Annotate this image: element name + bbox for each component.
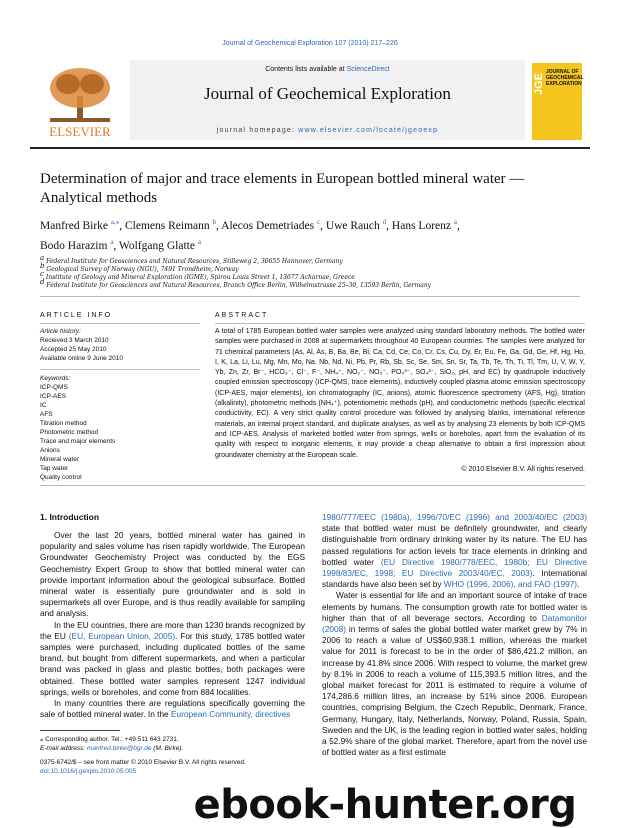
- footnote-mark: ⁎: [40, 736, 44, 743]
- history-item: Received 3 March 2010: [40, 337, 109, 344]
- author[interactable]: Wolfgang Glatte $^a$: [118, 237, 201, 252]
- author[interactable]: Clemens Reimann $^b$,: [125, 218, 222, 232]
- citation-link[interactable]: 1980/777/EEC (1980a), 1996/70/EC (1996) and 2003/40/EC (2003): [322, 512, 587, 522]
- contents-line: [130, 66, 525, 73]
- paragraph: Over the last 20 years, bottled mineral water has gained in popularity and sales volume has risen rapidly worldwide. The European Groundwater Geochemistry Project was conducted by the EGS Geochemistry Expert Group to show that bottled mineral water can provide important information about the geological subsurface. Bottled mineral water is essentially pure groundwater and is sold in supermarkets all over Europe, and is thus readily available for sampling and analysis.: [40, 530, 305, 619]
- homepage-prefix: journal homepage:: [216, 127, 299, 134]
- keyword: Titration method: [40, 420, 87, 427]
- homepage-link[interactable]: www.elsevier.com/locate/jgeoexp: [298, 127, 439, 134]
- intro-heading: 1. Introduction: [40, 512, 100, 522]
- paragraph: In the EU countries, there are more than 1230 brands recognized by the EU (EU, European Union, 2005). For this study, 1785 bottled water samples were purchased, including duplicated bottles of the same brand, but bought from different supermarkets, and when a particular brand was packed in glass and plastic bottles, both packages were obtained. These bottled water samples represent 1247 individual springs, wells or boreholes, and come from 884 localities.: [40, 619, 306, 697]
- keywords-label: Keywords:: [40, 375, 71, 382]
- keyword: ICP-QMS: [40, 384, 68, 391]
- journal-reference[interactable]: Journal of Geochemical Exploration 107 (2010) 217–226: [222, 40, 398, 47]
- doi-link[interactable]: doi:10.1016/j.gexplo.2010.05.005: [40, 768, 137, 775]
- abstract-text: A total of 1785 European bottled water samples were analyzed using standard laboratory methods. The bottled water samples were purchased in 2008 at supermarkets throughout 40 European countries. The samples were analyzed for 71 chemical parameters (As, Al, As, B, Ba, Be, Bi, Ca, Cd, Ce, Co, Cr, Cs, Cu, Dy, Er, Eu, Fe, Ga, Gd, Ge, Hf, Hg, Ho, I, K, La, Li, Lu, Mg, Mn, Mo, Na, Nb, Nd, Ni, Pb, Pr, Rb, Sb, Sc, Se, Sm, Sn, Sr, Ta, Tb, Te, Th, Ti, Tl, Tm, U, V, W, Y, Yb, Zn, Zr, Br⁻, HCO₃⁻, Cl⁻, F⁻, NH₄⁺, NO₂⁻, NO₃⁻, PO₄³⁻, SO₄²⁻, SiO₂, pH, and EC) by quadrupole inductively coupled emission spectroscopy (ICP-QMS, trace elements), inductively coupled plasma atomic emission spectroscopy (ICP-AES, major elements), ion chromatography (IC, anions), atomic fluorescence spectrometry (AFS, Hg), titration (alkalinity), photometric methods (NH₄⁺), potentiometric methods (pH), and conductometric methods (specific electrical conductivity, EC). A very strict quality control procedure was followed by analysing blanks, international reference materials, an internal project standard, and duplicate analyses, as well as by analysing 23 elements by both ICP-QMS and ICP-AES. Analysis of marketed bottled water from springs, wells or boreholes, apart from the evaluation of its quality with respect to inorganic elements, it may provide a cheap alternative to obtain a first impression about groundwater chemistry at the European scale.: [215, 328, 585, 459]
- keyword: Quality control: [40, 474, 82, 481]
- article-info-rule: [40, 323, 200, 324]
- journal-title: Journal of Geochemical Exploration: [204, 84, 451, 103]
- keyword: Anions: [40, 447, 60, 454]
- section-divider: [40, 296, 580, 297]
- article-history: [40, 327, 200, 363]
- header-divider: [30, 147, 590, 149]
- citation-link[interactable]: WHO (1996, 2006), and FAO (1997): [443, 579, 578, 590]
- corresponding-author: Corresponding author. Tel.: +49 511 643 2731.: [45, 736, 179, 743]
- cover-abbrev: JGE: [533, 73, 545, 96]
- journal-homepage: [130, 127, 525, 134]
- keyword: Mineral water: [40, 456, 80, 463]
- affiliation: $^d$ Federal Institute for Geosciences and Natural Resources, Branch Office Berlin, Wilhelmstrasse 25–30, 13593 Berlin, Germany: [40, 278, 432, 289]
- footnote-rule: [40, 730, 120, 731]
- issn: 0375-6742/$ – see front matter © 2010 Elsevier B.V. All rights reserved.: [40, 759, 246, 766]
- elsevier-logo: [40, 66, 120, 139]
- keyword: ICP-AES: [40, 393, 67, 400]
- affiliation: $^b$ Geological Survey of Norway (NGU), 7491 Trondheim, Norway: [40, 262, 239, 273]
- email-link[interactable]: manfred.birke@bgr.de: [86, 745, 152, 752]
- author-list: [40, 214, 580, 254]
- article-title: Determination of major and trace elements in European bottled mineral water — Analytical methods: [40, 171, 525, 206]
- history-item: Accepted 25 May 2010: [40, 346, 107, 353]
- author[interactable]: Uwe Rauch $^d$,: [325, 218, 392, 232]
- journal-cover: [532, 63, 582, 140]
- history-label: Article history:: [40, 328, 81, 335]
- keywords: [40, 374, 200, 482]
- abstract-bottom-rule: [40, 485, 585, 486]
- issn-info: [40, 758, 340, 776]
- author[interactable]: Bodo Harazim $^a$,: [40, 237, 119, 252]
- paragraph: 1980/777/EEC (1980a), 1996/70/EC (1996) and 2003/40/EC (2003) state that bottled water must be definitely groundwater, and clearly distinguishable from ordinary drinking water by its nature. The EU has passed regulations for action levels for trace elements in drinking and bottled water (EU Directive 1980/778/EEC, 1980b; EU Directive 1998/83/EC, 1998; EU Directive 2003/40/EC, 2003). International standards have also been set by WHO (1996, 2006), and FAO (1997).: [322, 512, 587, 590]
- abstract-heading: ABSTRACT: [215, 312, 269, 319]
- paragraph: In many countries there are regulations specifically governing the sale of bottled mineral water. In the European Community, directives: [40, 698, 305, 720]
- keyword: Photometric method: [40, 429, 99, 436]
- left-column: [40, 530, 305, 720]
- sciencedirect-link[interactable]: ScienceDirect: [346, 66, 390, 73]
- citation-link[interactable]: Datamonitor (2008): [322, 612, 587, 635]
- author[interactable]: Hans Lorenz $^a$,: [391, 218, 460, 232]
- keyword: Tap water: [40, 465, 69, 472]
- keyword: AFS: [40, 411, 53, 418]
- affiliation: $^c$ Institute of Geology and Mineral Exploration (IGME), Spirou Louis Street 1, 13677 Acharnae, Greece: [40, 270, 355, 281]
- watermark: ebook-hunter.org: [193, 782, 577, 828]
- paragraph: Water is essential for life and an important source of intake of trace elements by humans. The consumption growth rate for bottled water is higher than that of all beverage sectors. According to Datamonitor (2008) in terms of sales the global bottled water market grew by 7% in 2006 to reach a value of US$60,938.1 million, whereas the market value for 2011 is forecast to be in the order of $86,421.2 million, an increase by 41.8% since 2006. With respect to volume, the market grew by 8.1% in 2006 to reach a volume of 115,393.5 million litres, and the global market forecast for 2011 is estimated to require a volume of 174,286.6 million litres, an increase by 51% since 2006. European countries, comprising Belgium, the Czech Republic, Denmark, France, Germany, Hungary, Italy, Netherlands, Norway, Poland, Russia, Spain, Sweden and the UK, is the leading region in bottled water sales, holding a 52.9% share of the global market. Therefore, apart from the novel use of bottled water as a first estimate: [322, 590, 587, 758]
- citation-link[interactable]: European Community, directives: [170, 709, 291, 720]
- article-info-rule: [40, 369, 200, 370]
- cover-title: JOURNAL OF GEOCHEMICAL EXPLORATION: [546, 69, 584, 87]
- keyword: IC: [40, 402, 47, 409]
- citation-link[interactable]: (EU Directive 1980/778/EEC, 1980b; EU Directive 1998/83/EC, 1998; EU Directive 2003/40/EC, 2003): [322, 556, 587, 579]
- history-item: Available online 9 June 2010: [40, 355, 124, 362]
- contents-prefix: Contents lists available at: [265, 66, 347, 73]
- author[interactable]: Alecos Demetriades $^c$,: [221, 218, 326, 232]
- citation-link[interactable]: (EU, European Union, 2005): [68, 630, 176, 641]
- copyright: © 2010 Elsevier B.V. All rights reserved.: [461, 466, 585, 473]
- abstract-rule: [215, 323, 585, 324]
- right-column: [322, 512, 587, 758]
- article-info-heading: ARTICLE INFO: [40, 312, 113, 319]
- tree-icon: [40, 66, 120, 124]
- keyword: Trace and major elements: [40, 438, 116, 445]
- author[interactable]: Manfred Birke $^{a,⁎}$,: [40, 218, 126, 232]
- publisher-name: ELSEVIER: [49, 124, 111, 139]
- footnote: ⁎ Corresponding author. Tel.: +49 511 643 2731. E-mail address: manfred.birke@bgr.de (M. Birke).: [40, 736, 184, 752]
- affiliation: $^a$ Federal Institute for Geosciences and Natural Resources, Stilleweg 2, 30655 Hannover, Germany: [40, 254, 343, 265]
